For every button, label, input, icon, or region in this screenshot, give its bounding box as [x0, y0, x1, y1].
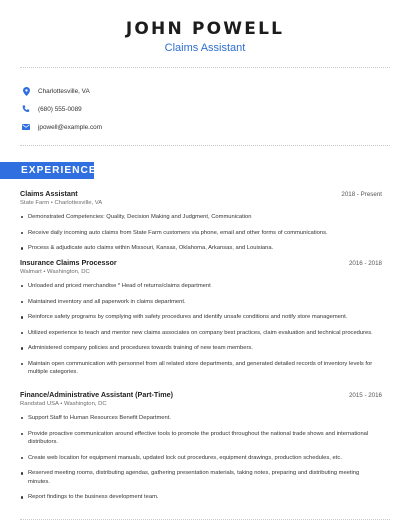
- job-company: Walmart • Washington, DC: [20, 269, 90, 275]
- contact-phone: [22, 100, 102, 118]
- job-bullet: Report findings to the business development team.: [20, 493, 382, 501]
- job-bullet: Administered company policies and procedures towards training of new team members.: [20, 344, 382, 352]
- job-bullets: [20, 414, 382, 502]
- job-bullets: [20, 213, 382, 253]
- job-bullet: Receive daily incoming auto claims from State Farm customers via phone, email and other forms of communications.: [20, 229, 382, 237]
- job-title: Finance/Administrative Assistant (Part-Time): [20, 390, 173, 399]
- job-bullets: [20, 282, 382, 377]
- phone-icon: [22, 105, 30, 113]
- job-bullet: Unloaded and priced merchandise * Head of returns/claims department: [20, 282, 382, 290]
- job-bullet: Utilized experience to teach and mentor new claims associates on company best practices, claim evaluation and technical procedures.: [20, 329, 382, 337]
- job-bullet: Reinforce safety programs by complying with safety procedures and identify unsafe conditions and notify store management.: [20, 313, 382, 321]
- job-entry: [20, 390, 382, 509]
- candidate-name: JOHN POWELL: [125, 19, 285, 39]
- job-dates: 2018 - Present: [341, 191, 382, 198]
- job-bullet: Demonstrated Competencies: Quality, Decision Making and Judgment, Communication: [20, 213, 382, 221]
- contact-location-text: Charlottesville, VA: [38, 87, 90, 95]
- job-title: Claims Assistant: [20, 189, 78, 198]
- job-bullet: Provide proactive communication around effective tools to promote the product throughout the national trade shows and international distributors.: [20, 430, 382, 447]
- job-dates: 2015 - 2016: [348, 392, 382, 399]
- job-bullet: Maintain open communication with personnel from all related store departments, and generated detailed records of inventory levels for multiple categories.: [20, 360, 382, 377]
- divider: [20, 145, 390, 146]
- job-title: Insurance Claims Processor: [20, 258, 117, 267]
- contact-email-text: jpowell@example.com: [38, 123, 103, 131]
- contact-email: [22, 118, 102, 136]
- location-pin-icon: [22, 87, 30, 95]
- job-bullet: Maintained inventory and all paperwork in claims department.: [20, 298, 382, 306]
- job-entry: [20, 189, 382, 260]
- divider: [20, 67, 390, 68]
- divider: [20, 519, 390, 520]
- email-icon: [22, 123, 30, 131]
- resume-header: [0, 0, 410, 55]
- job-entry: [20, 258, 382, 384]
- job-dates: 2016 - 2018: [348, 260, 382, 267]
- contact-location: [22, 82, 102, 100]
- job-bullet: Process & adjudicate auto claims within Missouri, Kansas, Oklahoma, Arkansas, and Louisiana.: [20, 244, 382, 252]
- job-company: Randstad USA • Washington, DC: [20, 401, 107, 407]
- job-bullet: Support Staff to Human Resources Benefit Department.: [20, 414, 382, 422]
- job-bullet: Create web location for equipment manuals, updated lock out procedures, equipment drawings, production schedules, etc.: [20, 454, 382, 462]
- job-bullet: Reserved meeting rooms, distributing agendas, gathering presentation materials, taking notes, preparing and distributing meeting minutes.: [20, 469, 382, 486]
- section-title-experience: EXPERIENCE: [21, 165, 97, 176]
- job-company: State Farm • Charlottesville, VA: [20, 200, 103, 206]
- contact-phone-text: (680) 555-0089: [38, 105, 82, 113]
- contact-list: [22, 82, 102, 136]
- candidate-role: Claims Assistant: [164, 42, 246, 54]
